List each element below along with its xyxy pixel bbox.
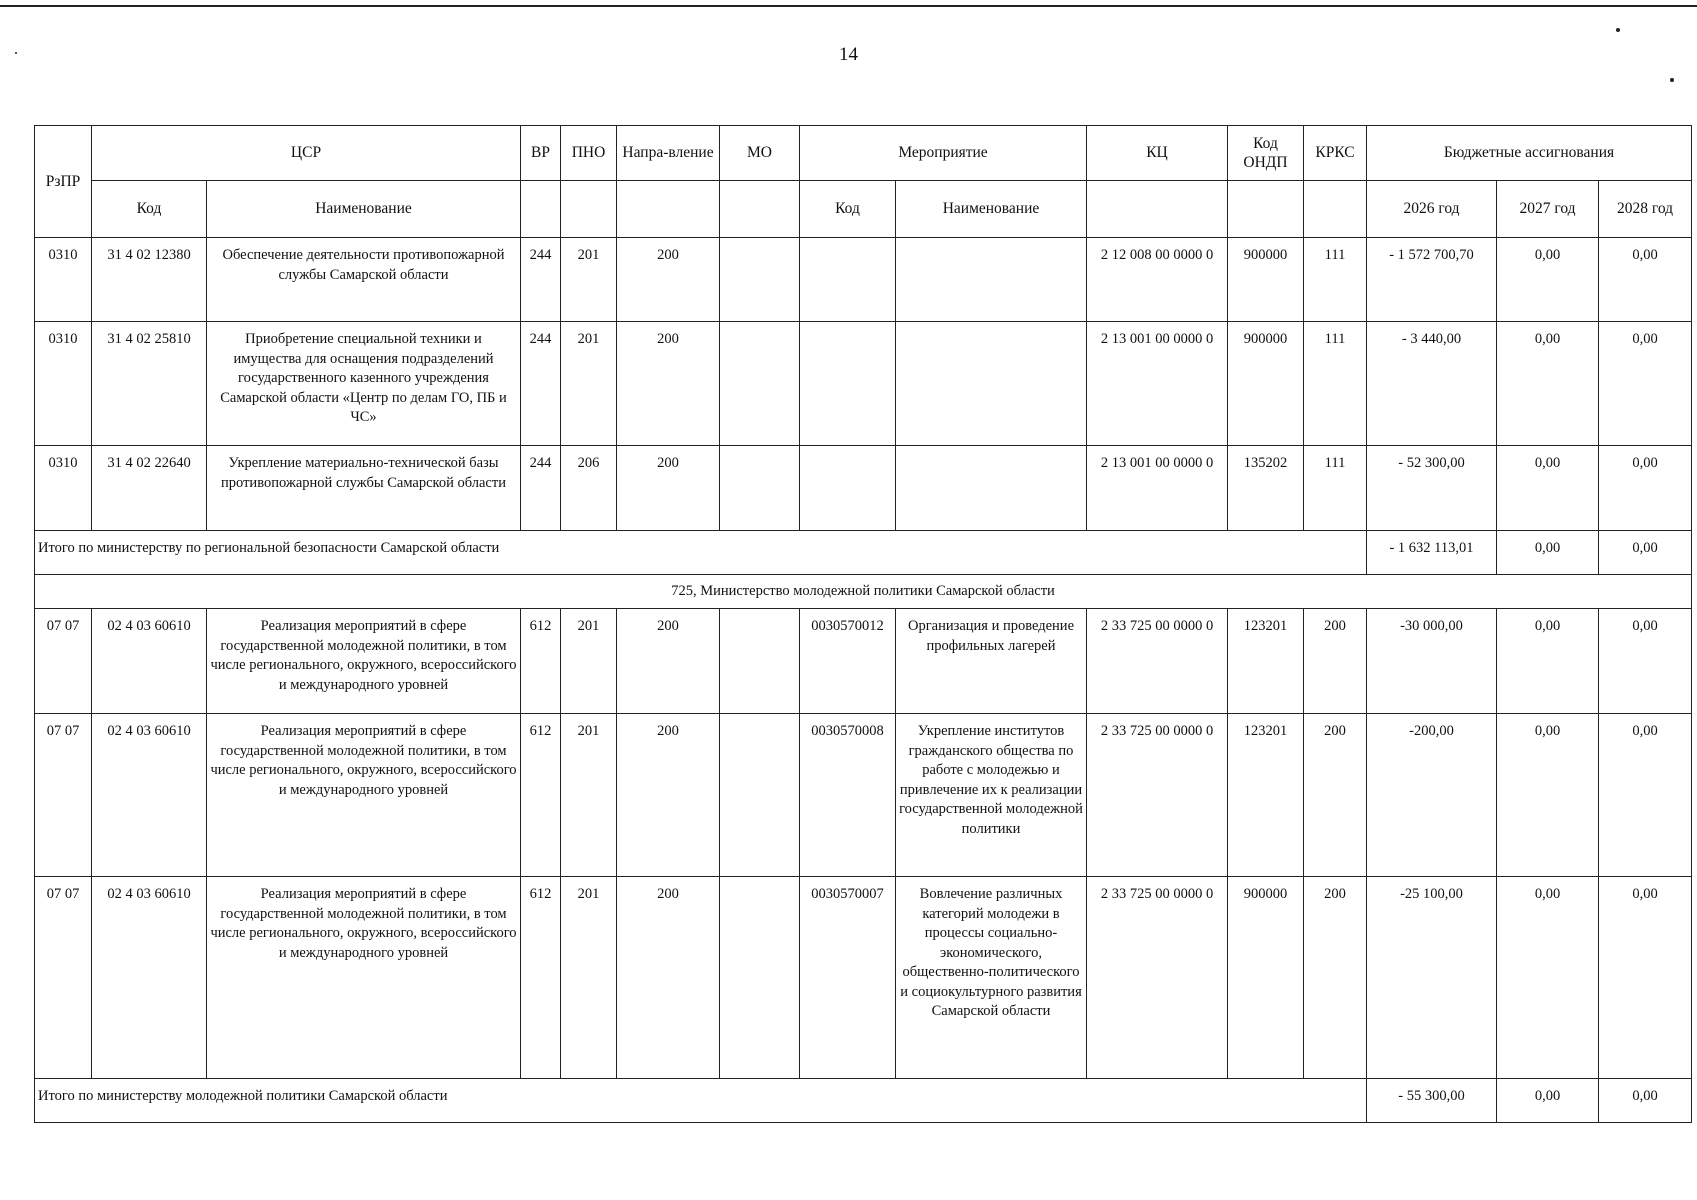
cell-direction: 200: [617, 446, 720, 531]
cell-event-name: Укрепление институтов гражданского общества по работе с молодежью и привлечение их к реализации государственной молодежной политики: [896, 714, 1087, 877]
cell-direction: 200: [617, 714, 720, 877]
cell-2028: 0,00: [1599, 322, 1692, 446]
cell-2028: 0,00: [1599, 446, 1692, 531]
cell-2028: 0,00: [1599, 609, 1692, 714]
cell-2028: 0,00: [1599, 714, 1692, 877]
subtotal-2027: 0,00: [1497, 1079, 1599, 1123]
cell-rzpr: 07 07: [35, 609, 92, 714]
cell-mo: [720, 609, 800, 714]
cell-krks: 200: [1304, 714, 1367, 877]
cell-2027: 0,00: [1497, 714, 1599, 877]
cell-pno: 201: [561, 322, 617, 446]
cell-pno: 206: [561, 446, 617, 531]
cell-rzpr: 0310: [35, 446, 92, 531]
subtotal-2027: 0,00: [1497, 531, 1599, 575]
cell-vr: 244: [521, 322, 561, 446]
cell-event-name: Вовлечение различных категорий молодежи в процессы социально-экономического, общественно-политического и социокультурного развития Самарской области: [896, 877, 1087, 1079]
cell-mo: [720, 877, 800, 1079]
cell-kc: 2 13 001 00 0000 0: [1087, 322, 1228, 446]
cell-vr: 612: [521, 877, 561, 1079]
cell-krks: 200: [1304, 609, 1367, 714]
cell-csr-name: Приобретение специальной техники и имущества для оснащения подразделений государственного казенного учреждения Самарской области «Центр по делам ГО, ПБ и ЧС»: [207, 322, 521, 446]
cell-direction: 200: [617, 322, 720, 446]
cell-csr-name: Реализация мероприятий в сфере государственной молодежной политики, в том числе регионального, окружного, всероссийского и международного уровней: [207, 609, 521, 714]
cell-kc: 2 33 725 00 0000 0: [1087, 609, 1228, 714]
page-number: 14: [839, 44, 858, 65]
table-row: [35, 609, 1692, 714]
cell-ondp: 900000: [1228, 322, 1304, 446]
cell-csr-code: 02 4 03 60610: [92, 609, 207, 714]
cell-2026: -25 100,00: [1367, 877, 1497, 1079]
cell-krks: 111: [1304, 446, 1367, 531]
scan-speck: [1616, 28, 1620, 32]
col-2027: 2027 год: [1497, 181, 1599, 238]
cell-2026: -30 000,00: [1367, 609, 1497, 714]
subtotal-row: [35, 1079, 1692, 1123]
cell-rzpr: 0310: [35, 322, 92, 446]
cell-2027: 0,00: [1497, 238, 1599, 322]
subtotal-row: [35, 531, 1692, 575]
cell-direction: 200: [617, 609, 720, 714]
cell-event-code: [800, 238, 896, 322]
budget-table: [34, 125, 1692, 1123]
cell-krks: 111: [1304, 238, 1367, 322]
cell-event-name: [896, 446, 1087, 531]
cell-krks: 200: [1304, 877, 1367, 1079]
col-event-name: Наименование: [896, 181, 1087, 238]
subtotal-2026: - 55 300,00: [1367, 1079, 1497, 1123]
cell-event-name: [896, 238, 1087, 322]
cell-kc: 2 33 725 00 0000 0: [1087, 714, 1228, 877]
cell-ondp: 123201: [1228, 714, 1304, 877]
cell-event-code: 0030570008: [800, 714, 896, 877]
subtotal-label: Итого по министерству по региональной безопасности Самарской области: [35, 531, 1367, 575]
cell-event-code: 0030570007: [800, 877, 896, 1079]
cell-pno: 201: [561, 238, 617, 322]
table-row: [35, 238, 1692, 322]
cell-direction: 200: [617, 877, 720, 1079]
table-row: [35, 322, 1692, 446]
col-krks: КРКС: [1304, 126, 1367, 181]
cell-2026: -200,00: [1367, 714, 1497, 877]
cell-mo: [720, 238, 800, 322]
cell-2028: 0,00: [1599, 877, 1692, 1079]
cell-mo: [720, 446, 800, 531]
cell-event-name: Организация и проведение профильных лагерей: [896, 609, 1087, 714]
top-rule: [0, 5, 1697, 7]
cell-csr-code: 31 4 02 22640: [92, 446, 207, 531]
empty-cell: [720, 181, 800, 238]
cell-event-code: [800, 322, 896, 446]
empty-cell: [1087, 181, 1228, 238]
cell-ondp: 135202: [1228, 446, 1304, 531]
col-pno: ПНО: [561, 126, 617, 181]
cell-csr-name: Реализация мероприятий в сфере государственной молодежной политики, в том числе регионального, окружного, всероссийского и международного уровней: [207, 877, 521, 1079]
col-2026: 2026 год: [1367, 181, 1497, 238]
subtotal-2026: - 1 632 113,01: [1367, 531, 1497, 575]
empty-cell: [1228, 181, 1304, 238]
cell-pno: 201: [561, 609, 617, 714]
cell-rzpr: 07 07: [35, 714, 92, 877]
scan-speck: [1670, 78, 1674, 82]
empty-cell: [521, 181, 561, 238]
cell-2027: 0,00: [1497, 877, 1599, 1079]
cell-2026: - 52 300,00: [1367, 446, 1497, 531]
cell-csr-code: 02 4 03 60610: [92, 877, 207, 1079]
cell-ondp: 123201: [1228, 609, 1304, 714]
col-csr: ЦСР: [92, 126, 521, 181]
cell-vr: 244: [521, 238, 561, 322]
col-direction: Напра-вление: [617, 126, 720, 181]
col-ondp: Код ОНДП: [1228, 126, 1304, 181]
cell-direction: 200: [617, 238, 720, 322]
cell-vr: 612: [521, 609, 561, 714]
subtotal-2028: 0,00: [1599, 531, 1692, 575]
empty-cell: [561, 181, 617, 238]
cell-2027: 0,00: [1497, 609, 1599, 714]
subtotal-2028: 0,00: [1599, 1079, 1692, 1123]
cell-rzpr: 0310: [35, 238, 92, 322]
cell-vr: 612: [521, 714, 561, 877]
cell-2027: 0,00: [1497, 322, 1599, 446]
cell-csr-code: 02 4 03 60610: [92, 714, 207, 877]
section-title: 725, Министерство молодежной политики Самарской области: [35, 575, 1692, 609]
col-csr-name: Наименование: [207, 181, 521, 238]
table-row: [35, 446, 1692, 531]
cell-mo: [720, 322, 800, 446]
table-row: [35, 714, 1692, 877]
cell-event-name: [896, 322, 1087, 446]
cell-mo: [720, 714, 800, 877]
col-event-code: Код: [800, 181, 896, 238]
empty-cell: [1304, 181, 1367, 238]
col-budget: Бюджетные ассигнования: [1367, 126, 1692, 181]
cell-csr-code: 31 4 02 12380: [92, 238, 207, 322]
cell-kc: 2 13 001 00 0000 0: [1087, 446, 1228, 531]
section-header-row: [35, 575, 1692, 609]
cell-ondp: 900000: [1228, 238, 1304, 322]
cell-rzpr: 07 07: [35, 877, 92, 1079]
cell-vr: 244: [521, 446, 561, 531]
col-kc: КЦ: [1087, 126, 1228, 181]
col-mo: МО: [720, 126, 800, 181]
cell-pno: 201: [561, 877, 617, 1079]
cell-2026: - 3 440,00: [1367, 322, 1497, 446]
cell-event-code: 0030570012: [800, 609, 896, 714]
cell-2027: 0,00: [1497, 446, 1599, 531]
cell-ondp: 900000: [1228, 877, 1304, 1079]
cell-krks: 111: [1304, 322, 1367, 446]
col-event: Мероприятие: [800, 126, 1087, 181]
cell-2026: - 1 572 700,70: [1367, 238, 1497, 322]
cell-csr-code: 31 4 02 25810: [92, 322, 207, 446]
col-vr: ВР: [521, 126, 561, 181]
subtotal-label: Итого по министерству молодежной политики Самарской области: [35, 1079, 1367, 1123]
col-rzpr: РзПР: [35, 126, 92, 238]
col-csr-code: Код: [92, 181, 207, 238]
cell-event-code: [800, 446, 896, 531]
cell-csr-name: Реализация мероприятий в сфере государственной молодежной политики, в том числе регионального, окружного, всероссийского и международного уровней: [207, 714, 521, 877]
cell-pno: 201: [561, 714, 617, 877]
cell-csr-name: Обеспечение деятельности противопожарной службы Самарской области: [207, 238, 521, 322]
cell-kc: 2 33 725 00 0000 0: [1087, 877, 1228, 1079]
cell-kc: 2 12 008 00 0000 0: [1087, 238, 1228, 322]
table-row: [35, 877, 1692, 1079]
cell-2028: 0,00: [1599, 238, 1692, 322]
table-header: [35, 126, 1692, 238]
cell-csr-name: Укрепление материально-технической базы противопожарной службы Самарской области: [207, 446, 521, 531]
col-2028: 2028 год: [1599, 181, 1692, 238]
empty-cell: [617, 181, 720, 238]
